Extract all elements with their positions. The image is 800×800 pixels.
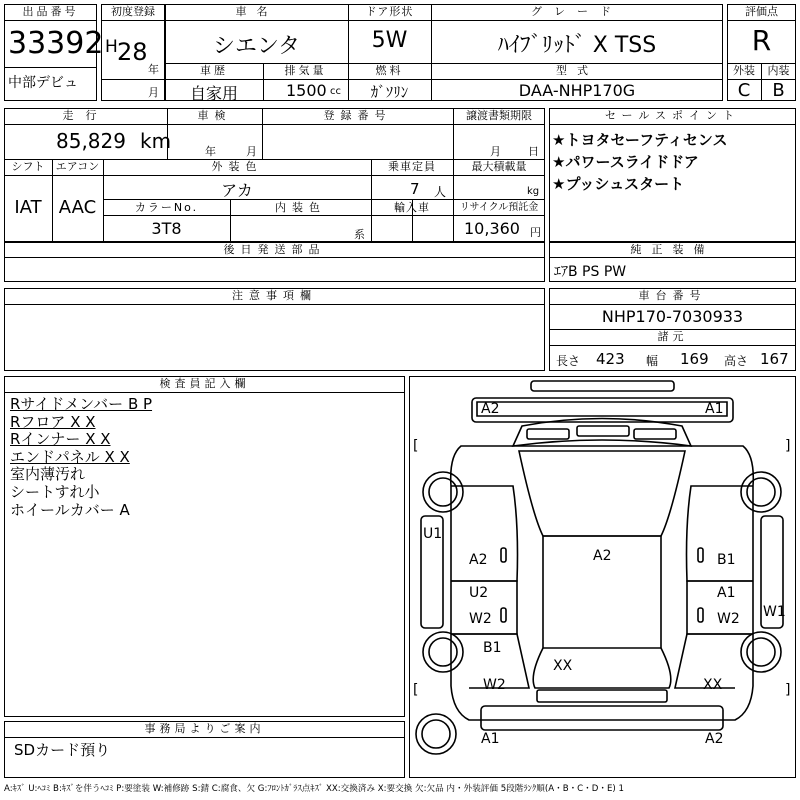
mark-front-left: A2 xyxy=(481,401,500,417)
capacity-label: 乗車定員 xyxy=(388,160,436,173)
recycle-unit: 円 xyxy=(530,226,541,239)
recycle-fee: 10,360 xyxy=(464,219,520,238)
color-no: 3T8 xyxy=(151,219,182,238)
bracket-rear-right: ] xyxy=(785,682,791,698)
first-reg-year: 28 xyxy=(117,38,148,66)
fuel: ｶﾞｿﾘﾝ xyxy=(370,83,409,101)
inspector-line: 室内薄汚れ xyxy=(10,465,86,484)
dimensions-label: 諸元 xyxy=(657,330,688,343)
year-unit: 年 xyxy=(148,63,159,76)
recycle-label: リサイクル預託金 xyxy=(459,202,539,213)
mark-right-rear: XX xyxy=(703,677,723,693)
mark-rear-right: A2 xyxy=(705,731,724,747)
sales-points-label: セールスポイント xyxy=(604,109,740,122)
mark-left-skirt: U1 xyxy=(423,526,443,542)
car-diagram xyxy=(409,376,796,778)
chassis-label: 車台番号 xyxy=(638,289,707,302)
score-label: 評価点 xyxy=(745,5,778,18)
mark-right-rear-door-lower: W2 xyxy=(717,611,740,627)
cc-unit: cc xyxy=(330,86,341,97)
sales-point-1: ★トヨタセーフティセンス xyxy=(552,131,728,149)
grade: ﾊｲﾌﾞﾘｯﾄﾞ X TSS xyxy=(497,33,657,58)
load-label: 最大積載量 xyxy=(471,160,527,173)
inspector-line: エンドパネル X X xyxy=(10,447,130,466)
bracket-rear-left: [ xyxy=(413,682,419,698)
door-label: ドア形状 xyxy=(365,5,414,18)
ac-label: エアコン xyxy=(55,160,100,173)
grade-label: グレード xyxy=(531,5,623,18)
later-parts-label: 後日発送部品 xyxy=(223,243,326,256)
mark-right-rear-door-upper: A1 xyxy=(717,585,736,601)
door-type: 5W xyxy=(371,28,408,53)
notes-label: 注意事項欄 xyxy=(232,289,317,302)
score: R xyxy=(751,24,772,57)
mark-roof: A2 xyxy=(593,548,612,564)
office-text: SDカード預り xyxy=(14,741,111,759)
color-no-label: カラーNo. xyxy=(134,201,199,214)
equipment-value: ｴｱB PS PW xyxy=(554,264,627,280)
office-label: 事務局よりご案内 xyxy=(144,722,265,735)
height: 167 xyxy=(760,350,789,368)
transfer-day-unit: 日 xyxy=(528,145,539,158)
legend: A:ｷｽﾞ U:ﾍｺﾐ B:ｷｽﾞを伴うﾍｺﾐ P:要塗装 W:補修跡 S:錆 C:腐食、欠 G:ﾌﾛﾝﾄｶﾞﾗｽ点ｷｽﾞ XX:交換済み X:要交換 欠:欠品 内・外装評価 5段階ﾗﾝｸ順(A・B・C・D・E) 1 xyxy=(4,784,624,794)
transfer-label: 譲渡書類期限 xyxy=(466,109,532,122)
bracket-front-left: [ xyxy=(413,438,419,454)
width-label: 幅 xyxy=(646,354,659,368)
mark-rear-center: XX xyxy=(553,658,573,674)
lot-number: 33392 xyxy=(8,26,104,61)
chassis-number: NHP170-7030933 xyxy=(601,307,744,326)
mark-left-front-door: A2 xyxy=(469,552,488,568)
inspector-line: シートすれ小 xyxy=(10,482,100,501)
inspector-line: Rインナー X X xyxy=(10,430,111,449)
shift: IAT xyxy=(14,197,42,218)
mark-left-rear-door-lower: W2 xyxy=(469,611,492,627)
mark-right-skirt: W1 xyxy=(763,604,786,620)
mileage-unit: km xyxy=(140,129,172,153)
width: 169 xyxy=(680,350,709,368)
inspection-label: 車検 xyxy=(197,109,232,122)
shift-label: シフト xyxy=(11,160,45,173)
history: 自家用 xyxy=(189,84,238,103)
interior-label: 内装 xyxy=(767,64,790,77)
mark-left-rear: W2 xyxy=(483,677,506,693)
interior-grade: B xyxy=(772,80,785,101)
load-unit: kg xyxy=(527,186,540,197)
displacement: 1500 xyxy=(286,81,327,100)
equipment-label: 純正装備 xyxy=(630,243,715,256)
mark-left-rear-door-upper: U2 xyxy=(469,585,489,601)
lot-label: 出品番号 xyxy=(22,5,79,18)
inspector-line: Rサイドメンバー B P xyxy=(10,395,153,413)
mark-front-right: A1 xyxy=(705,401,724,417)
sales-point-2: ★パワースライドドア xyxy=(552,153,699,171)
interior-color-unit: 系 xyxy=(354,228,365,241)
mark-right-front-door: B1 xyxy=(717,552,736,568)
sales-point-3: ★プッシュスタート xyxy=(552,175,685,193)
month-unit: 月 xyxy=(148,86,159,99)
model-label: 型式 xyxy=(556,64,598,77)
exterior-color: アカ xyxy=(221,181,253,200)
inspector-line: Rフロア X X xyxy=(10,412,96,431)
debut-label: 中部デビュ xyxy=(8,75,78,91)
car-name: シエンタ xyxy=(212,34,301,59)
color-label: 外装色 xyxy=(211,160,263,173)
mileage-label: 走行 xyxy=(62,109,109,122)
exterior-grade: C xyxy=(737,80,751,101)
history-label: 車歴 xyxy=(200,64,228,77)
exterior-label: 外装 xyxy=(733,64,755,77)
length: 423 xyxy=(596,350,625,368)
height-label: 高さ xyxy=(724,354,749,368)
era: H xyxy=(105,37,118,57)
transfer-month-unit: 月 xyxy=(490,145,501,158)
length-label: 長さ xyxy=(556,354,581,368)
import-label: 輸入車 xyxy=(394,201,430,214)
car-name-label: 車名 xyxy=(235,5,278,18)
interior-color-label: 内装色 xyxy=(275,201,326,214)
inspector-line: ホイールカバー A xyxy=(10,500,130,519)
mark-rear-left: A1 xyxy=(481,731,500,747)
fuel-label: 燃料 xyxy=(375,64,404,77)
inspection-year-unit: 年 xyxy=(205,145,216,158)
bracket-front-right: ] xyxy=(785,438,791,454)
ac: AAC xyxy=(58,197,97,218)
inspection-month-unit: 月 xyxy=(246,145,257,158)
mileage: 85,829 xyxy=(56,129,126,153)
first-reg-label: 初度登録 xyxy=(111,5,155,18)
capacity-unit: 人 xyxy=(434,185,447,199)
capacity: 7 xyxy=(410,180,420,198)
displacement-label: 排気量 xyxy=(284,64,327,77)
mark-left-quarter: B1 xyxy=(483,640,502,656)
inspector-label: 検査員記入欄 xyxy=(159,377,250,390)
registration-label: 登録番号 xyxy=(323,109,392,122)
inspector-notes xyxy=(10,396,400,519)
model-code: DAA-NHP170G xyxy=(518,81,636,100)
